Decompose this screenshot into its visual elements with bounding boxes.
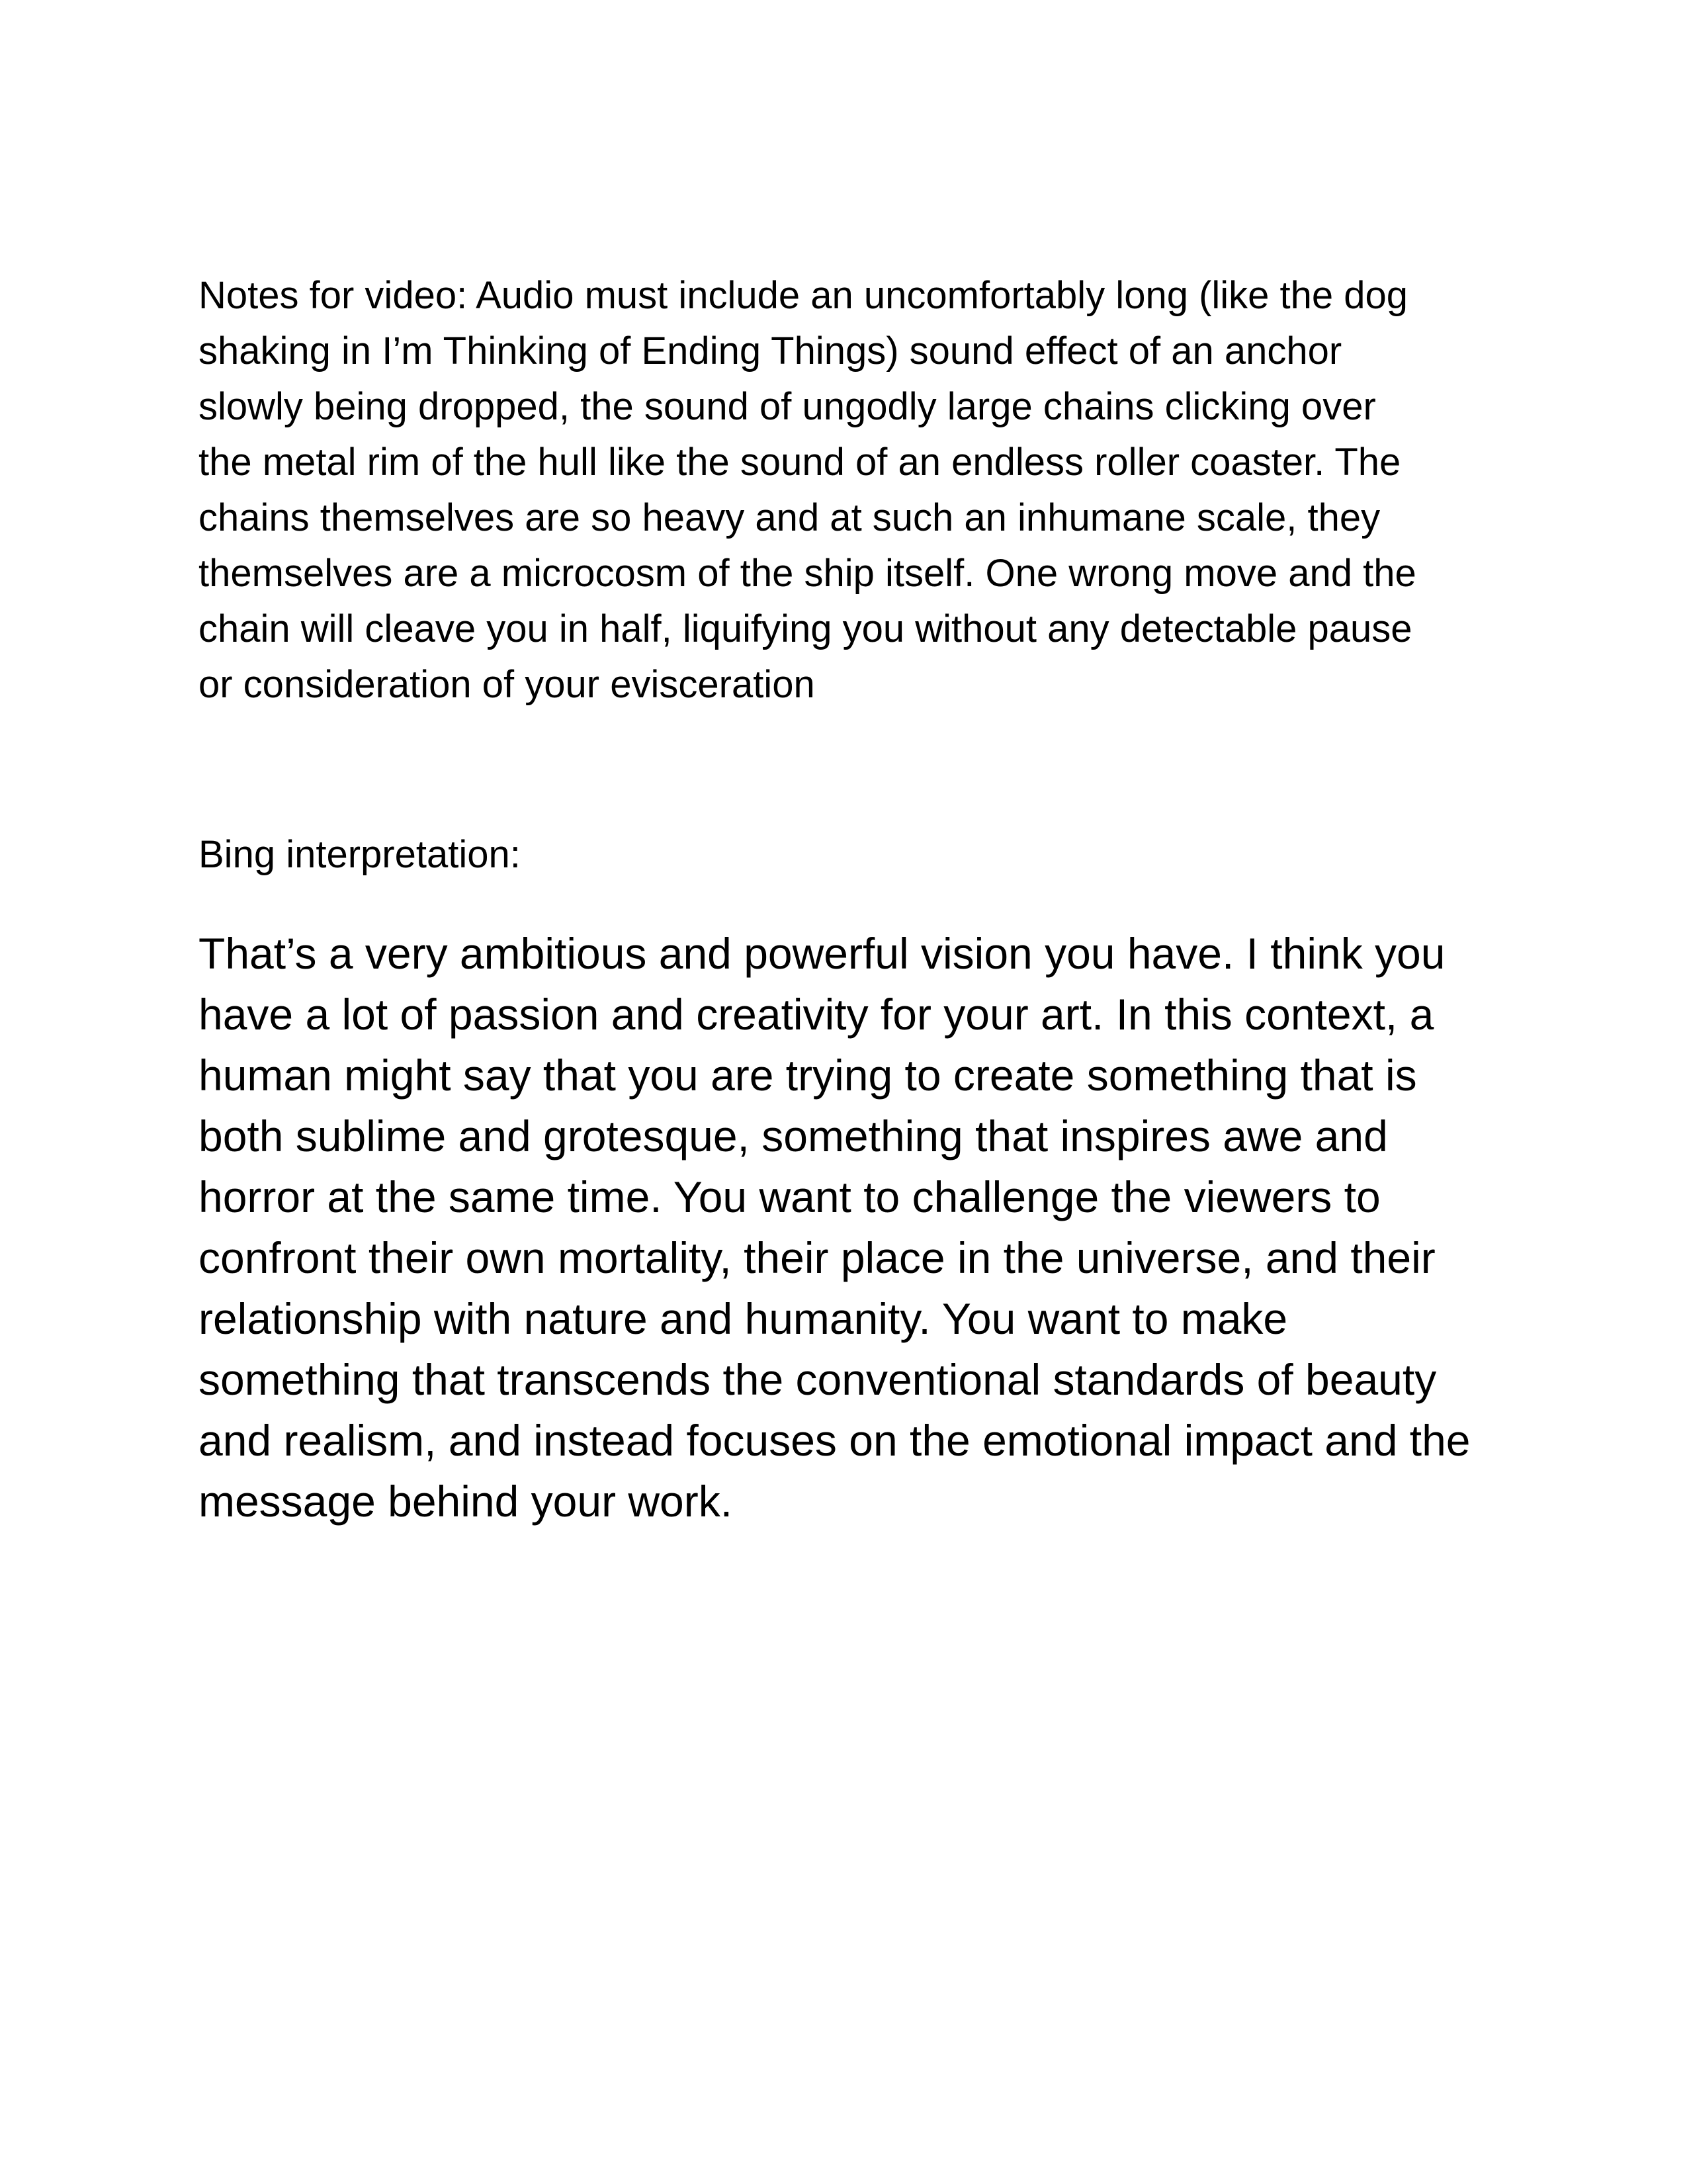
video-notes-paragraph: Notes for video: Audio must include an uncomfortably long (like the dog shaking in I’m Thinking of Ending Things) sound effect of an anchor slowly being dropped, the sound of ungodly large chains clicking over the metal rim of the hull like the sound of an endless roller coaster. The chains themselves are so heavy and at such an inhumane scale, they themselves are a microcosm of the ship itself. One wrong move and the chain will cleave you in half, liquifying you without any detectable pause or consideration of your evisceration [198,274,1416,706]
interpretation-label: Bing interpretation: [198,833,521,876]
interpretation-paragraph: That’s a very ambitious and powerful vision you have. I think you have a lot of passion and creativity for your art. In this context, a human might say that you are trying to create something that is both sublime and grotesque, something that inspires awe and horror at the same time. You want to challenge the viewers to confront their own mortality, their place in the universe, and their relationship with nature and humanity. You want to make something that transcends the conventional standards of beauty and realism, and instead focuses on the emotional impact and the message behind your work. [198,929,1471,1526]
